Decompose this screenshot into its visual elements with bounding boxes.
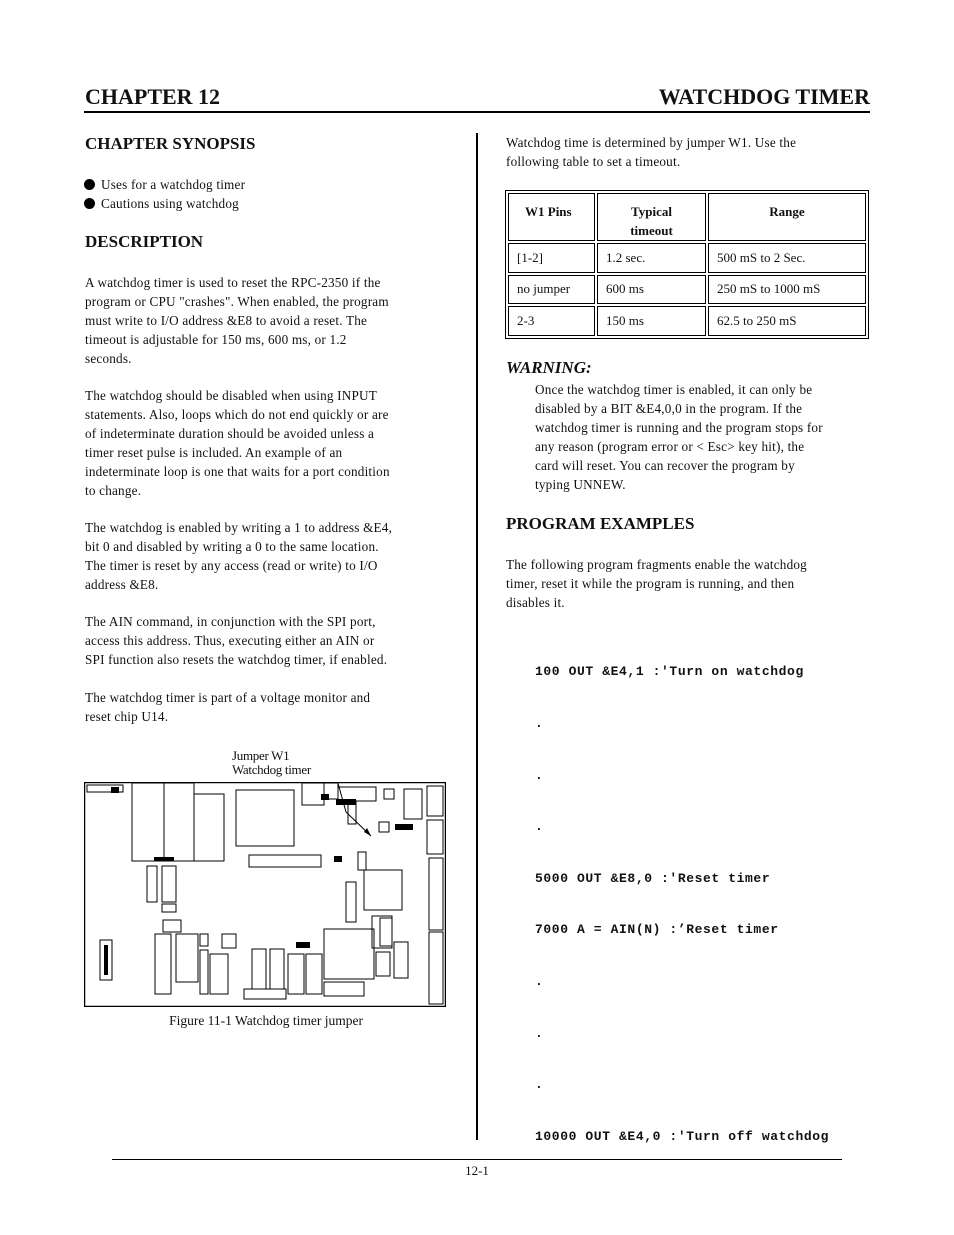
footer-rule [112, 1159, 842, 1160]
chapter-number: CHAPTER 12 [85, 84, 221, 109]
bullet-icon [84, 198, 95, 209]
code-line: . [535, 819, 544, 835]
timeout-table [505, 190, 869, 339]
table-cell: 2-3 [508, 306, 595, 336]
description-paragraph-1: A watchdog timer is used to reset the RPC-2350 if the program or CPU "crashes". When enabled, the program must write to I/O address &E8 to avoid a reset. The timeout is adjustable for 150 ms, 600 ms, or 1.2 seconds. [85, 275, 389, 366]
chapter-title: WATCHDOG TIMER [658, 84, 870, 109]
description-paragraph-4: The AIN command, in conjunction with the SPI port, access this address. Thus, executing either an AIN or SPI function also resets the watchdog timer, if enabled. [85, 614, 388, 667]
column-divider [476, 133, 478, 1140]
table-cell: 600 ms [597, 275, 706, 305]
table-cell: 500 mS to 2 Sec. [708, 243, 866, 273]
table-row [508, 275, 866, 305]
code-line: . [535, 767, 544, 783]
warning-heading: WARNING: [506, 358, 592, 377]
page-number: 12-1 [465, 1163, 489, 1178]
description-paragraph-2: The watchdog should be disabled when using INPUT statements. Also, loops which do not end quickly or are of indeterminate duration should be avoided unless a timer reset pulse is included. An example of an indeterminate loop is one that waits for a port condition to change. [85, 388, 390, 498]
description-paragraph-5: The watchdog timer is part of a voltage monitor and reset chip U14. [85, 690, 371, 724]
description-heading: DESCRIPTION [85, 232, 204, 251]
code-line: . [535, 716, 544, 732]
table-row [508, 243, 866, 273]
table-header-cell: Typical timeout [597, 193, 706, 241]
table-intro: Watchdog time is determined by jumper W1. Use the following table to set a timeout. [506, 135, 797, 169]
table-cell: 62.5 to 250 mS [708, 306, 866, 336]
synopsis-list [84, 175, 464, 213]
code-line: . [535, 1025, 544, 1041]
description-paragraph-3: The watchdog is enabled by writing a 1 to address &E4, bit 0 and disabled by writing a 0 to the same location. The timer is reset by any access (read or write) to I/O address &E8. [85, 520, 393, 592]
code-listing [535, 629, 829, 1162]
code-line: . [535, 1077, 544, 1093]
synopsis-heading: CHAPTER SYNOPSIS [85, 134, 256, 153]
figure-callout-label: Jumper W1 Watchdog timer [232, 748, 311, 777]
table-cell: no jumper [508, 275, 595, 305]
header-rule [84, 111, 870, 113]
table-cell: 150 ms [597, 306, 706, 336]
warning-text: Once the watchdog timer is enabled, it can only be disabled by a BIT &E4,0,0 in the program. If the watchdog timer is running and the program stops for any reason (program error or < Esc> key hit), the card will reset. You can recover the program by typing UNNEW. [535, 382, 823, 492]
examples-heading: PROGRAM EXAMPLES [506, 514, 695, 533]
synopsis-item: Cautions using watchdog [84, 194, 464, 213]
table-header-row [508, 193, 866, 241]
table-row [508, 306, 866, 336]
table-header-cell: Range [708, 193, 866, 241]
code-line: 100 OUT &E4,1 :'Turn on watchdog [535, 664, 804, 680]
synopsis-item: Uses for a watchdog timer [84, 175, 464, 194]
circuit-board-diagram [84, 782, 446, 1007]
bullet-icon [84, 179, 95, 190]
table-cell: 250 mS to 1000 mS [708, 275, 866, 305]
figure-caption: Figure 11-1 Watchdog timer jumper [169, 1013, 363, 1028]
table-cell: [1-2] [508, 243, 595, 273]
table-cell: 1.2 sec. [597, 243, 706, 273]
table-header-cell: W1 Pins [508, 193, 595, 241]
code-line: 5000 OUT &E8,0 :'Reset timer [535, 870, 771, 886]
code-line: . [535, 974, 544, 990]
code-line: 10000 OUT &E4,0 :'Turn off watchdog [535, 1128, 830, 1144]
code-line: 7000 A = AIN(N) :’Reset timer [535, 922, 779, 938]
examples-intro: The following program fragments enable the watchdog timer, reset it while the program is running, and then disables it. [506, 557, 807, 610]
